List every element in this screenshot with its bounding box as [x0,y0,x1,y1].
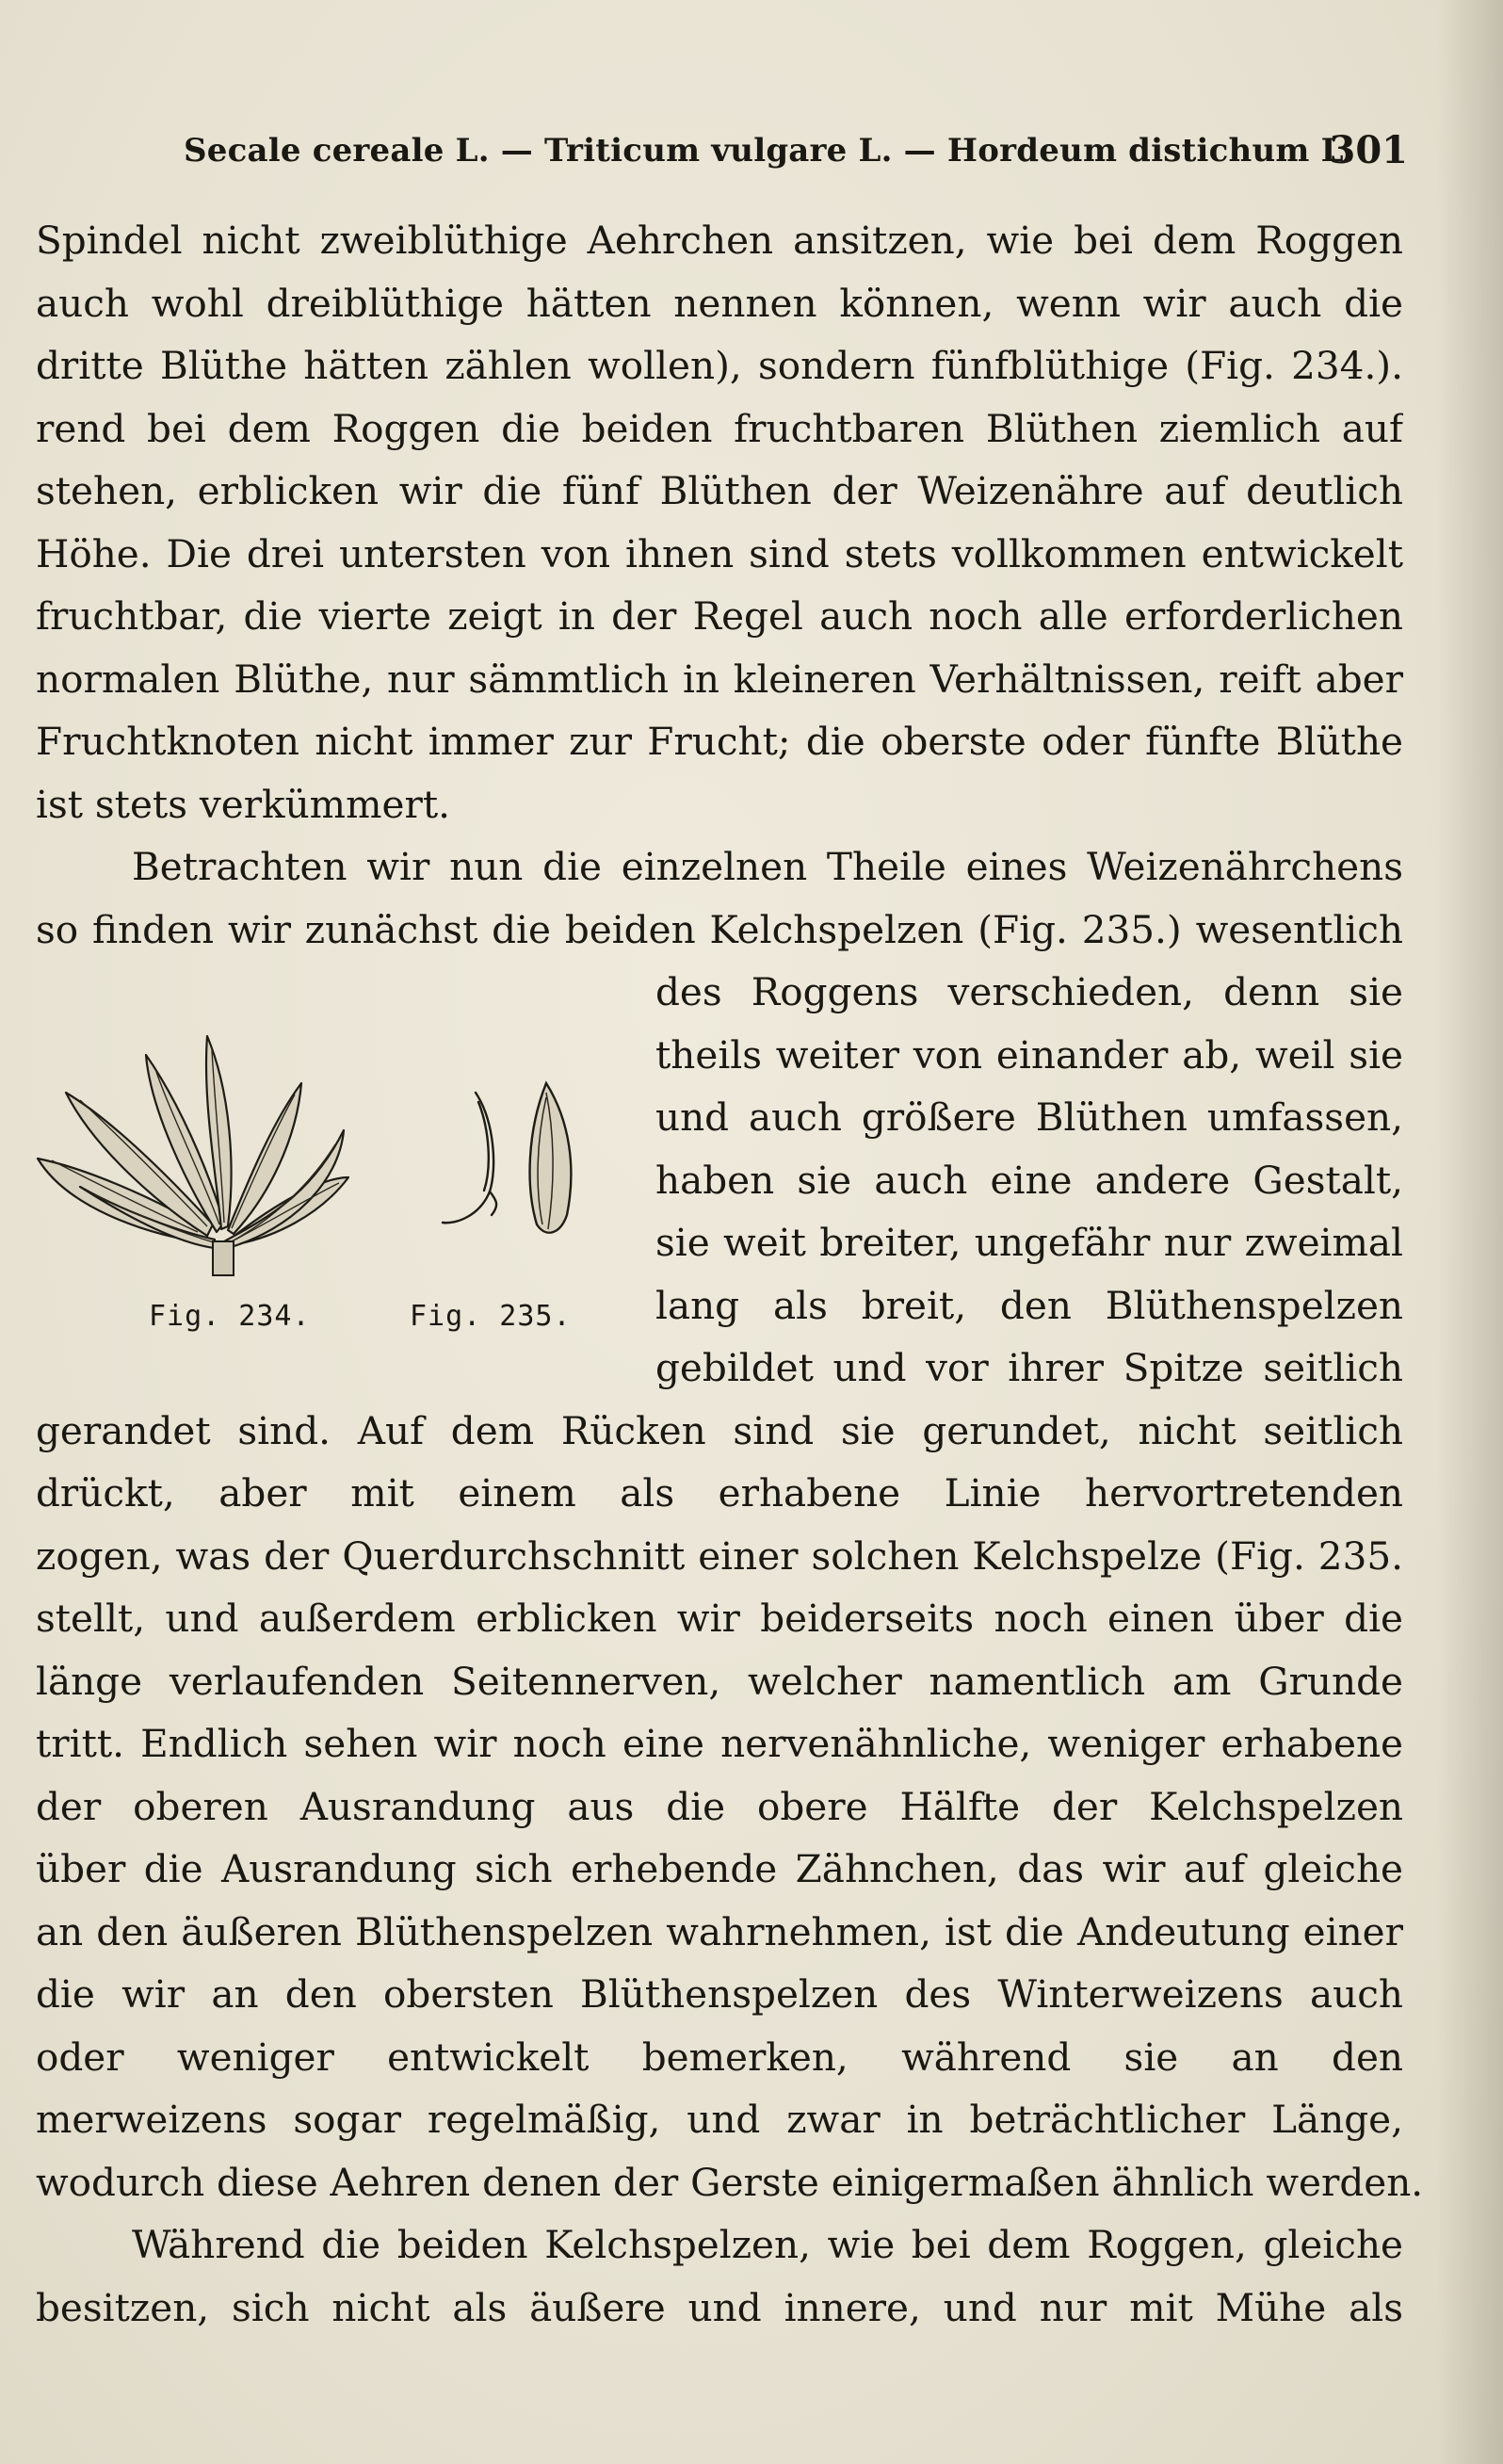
text-line: dritte Blüthe hätten zählen wollen), sondern fünfblüthige (Fig. 234.). [36,343,1403,388]
text-line: normalen Blüthe, nur sämmtlich in kleineren Verhältnissen, reift aber [36,656,1403,702]
text-line: wodurch diese Aehren denen der Gerste einigermaßen ähnlich werden. [36,2159,1424,2205]
text-line: der oberen Ausrandung aus die obere Hälfte der Kelchspelzen [36,1783,1403,1829]
text-line: rend bei dem Roggen die beiden fruchtbaren Blüthen ziemlich auf [36,405,1403,451]
text-line: an den äußeren Blüthenspelzen wahrnehmen, ist die Andeutung einer [36,1908,1403,1954]
fig-235-glume-illustration [405,1074,593,1262]
text-line: tritt. Endlich sehen wir noch eine nervenähnliche, weniger erhabene [36,1721,1403,1766]
running-title: Secale cereale L. — Triticum vulgare L. — Hordeum distichum L. [184,132,1355,170]
text-line: Während die beiden Kelchspelzen, wie bei dem Roggen, gleiche [132,2222,1403,2267]
text-line: über die Ausrandung sich erhebende Zähnchen, das wir auf gleiche [36,1846,1403,1891]
text-line: Fruchtknoten nicht immer zur Frucht; die oberste oder fünfte Blüthe [36,719,1403,764]
running-header [184,128,1408,177]
text-line: drückt, aber mit einem als erhabene Linie hervortretenden [36,1470,1403,1516]
fig-234-caption: Fig. 234. [149,1300,311,1333]
text-line: sie weit breiter, ungefähr nur zweimal [655,1220,1403,1265]
text-line: theils weiter von einander ab, weil sie [655,1031,1403,1078]
text-line: ist stets verkümmert. [36,781,450,827]
text-line: die wir an den obersten Blüthenspelzen des Winterweizens auch [36,1971,1403,2017]
text-line: gebildet und vor ihrer Spitze seitlich [655,1345,1403,1390]
text-line: merweizens sogar regelmäßig, und zwar in beträchtlicher Länge, [36,2097,1403,2142]
text-line: des Roggens verschieden, denn sie [655,969,1403,1014]
page-edge-shadow [1437,0,1503,2464]
text-line: fruchtbar, die vierte zeigt in der Regel auch noch alle erforderlichen [36,593,1403,639]
text-line: Spindel nicht zweiblüthige Aehrchen ansitzen, wie bei dem Roggen [36,218,1403,263]
text-line: gerandet sind. Auf dem Rücken sind sie gerundet, nicht seitlich [36,1407,1403,1453]
figure-area [28,1017,593,1356]
text-line: zogen, was der Querdurchschnitt einer solchen Kelchspelze (Fig. 235. [36,1532,1403,1579]
text-line: besitzen, sich nicht als äußere und innere, und nur mit Mühe als [36,2284,1403,2330]
text-line: und auch größere Blüthen umfassen, [655,1094,1403,1140]
fig-234-spikelet-illustration [28,1017,367,1281]
text-line: lang als breit, den Blüthenspelzen [655,1282,1403,1328]
page-number: 301 [1329,128,1408,172]
text-line: auch wohl dreiblüthige hätten nennen können, wenn wir auch die [36,280,1403,326]
text-line: oder weniger entwickelt bemerken, während sie an den [36,2034,1403,2080]
text-line: so finden wir zunächst die beiden Kelchspelzen (Fig. 235.) wesentlich [36,906,1403,952]
text-line: Höhe. Die drei untersten von ihnen sind stets vollkommen entwickelt [36,530,1403,576]
text-line: stehen, erblicken wir die fünf Blüthen der Weizenähre auf deutlich [36,468,1403,513]
text-line: haben sie auch eine andere Gestalt, [655,1157,1403,1203]
text-line: Betrachten wir nun die einzelnen Theile eines Weizenährchens [132,844,1403,889]
text-line: länge verlaufenden Seitennerven, welcher namentlich am Grunde [36,1658,1403,1704]
text-line: stellt, und außerdem erblicken wir beiderseits noch einen über die [36,1596,1403,1641]
fig-235-caption: Fig. 235. [410,1300,572,1333]
